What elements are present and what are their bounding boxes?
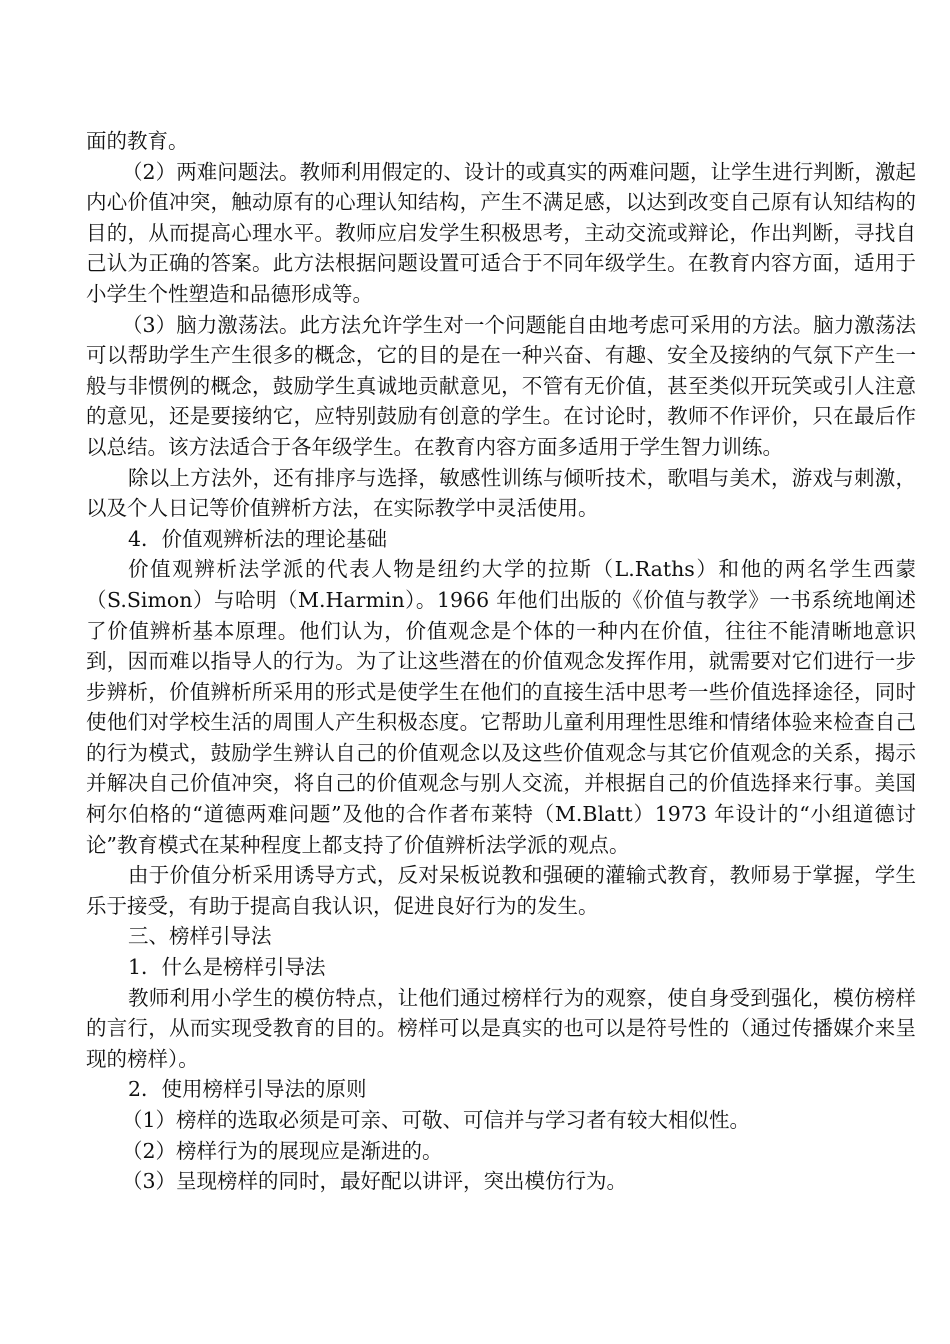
principle-item-1: （1）榜样的选取必须是可亲、可敬、可信并与学习者有较大相似性。 bbox=[122, 1108, 751, 1132]
document-page bbox=[86, 126, 916, 1197]
heading-role-model-principles: 2．使用榜样引导法的原则 bbox=[128, 1077, 367, 1102]
paragraph-continuation: 面的教育。 bbox=[86, 129, 189, 153]
heading-what-is-role-model: 1．什么是榜样引导法 bbox=[128, 955, 326, 980]
paragraph-role-model-definition: 教师利用小学生的模仿特点，让他们通过榜样行为的观察，使自身受到强化，模仿榜样的言行，从而实现受教育的目的。榜样可以是真实的也可以是符号性的（通过传播媒介来呈现的榜样）。 bbox=[86, 985, 916, 1071]
paragraph-brainstorm-method: （3）脑力激荡法。此方法允许学生对一个问题能自由地考虑可采用的方法。脑力激荡法可以帮助学生产生很多的概念，它的目的是在一种兴奋、有趣、安全及接纳的气氛下产生一般与非惯例的概念，鼓励学生真诚地贡献意见，不管有无价值，甚至类似开玩笑或引人注意的意见，还是要接纳它，应特别鼓励有创意的学生。在讨论时，教师不作评价，只在最后作以总结。该方法适合于各年级学生。在教育内容方面多适用于学生智力训练。 bbox=[86, 312, 916, 459]
paragraph-other-methods: 除以上方法外，还有排序与选择，敏感性训练与倾听技术，歌唱与美术，游戏与刺激，以及个人日记等价值辨析方法，在实际教学中灵活使用。 bbox=[86, 465, 916, 521]
paragraph-value-analysis-summary: 由于价值分析采用诱导方式，反对呆板说教和强硬的灌输式教育，教师易于掌握，学生乐于接受，有助于提高自我认识，促进良好行为的发生。 bbox=[86, 863, 916, 918]
heading-theory-basis: 4．价值观辨析法的理论基础 bbox=[128, 526, 388, 551]
principle-item-2: （2）榜样行为的展现应是渐进的。 bbox=[122, 1138, 443, 1163]
principle-item-3: （3）呈现榜样的同时，最好配以讲评，突出模仿行为。 bbox=[122, 1169, 628, 1194]
paragraph-theory-basis: 价值观辨析法学派的代表人物是纽约大学的拉斯（L.Raths）和他的两名学生西蒙（S.Simon）与哈明（M.Harmin）。1966 年他们出版的《价值与教学》一书系统地阐述了价值辨析基本原理。他们认为，价值观念是个体的一种内在价值，往往不能清晰地意识到，因而难以指导人的行为。为了让这些潜在的价值观念发挥作用，就需要对它们进行一步步辨析，价值辨析所采用的形式是使学生在他们的直接生活中思考一些价值选择途径，同时使他们对学校生活的周围人产生积极态度。它帮助儿童利用理性思维和情绪体验来检查自己的行为模式，鼓励学生辨认自己的价值观念以及这些价值观念与其它价值观念的关系，揭示并解决自己价值冲突，将自己的价值观念与别人交流，并根据自己的价值选择来行事。美国柯尔伯格的“道德两难问题”及他的合作者布莱特（M.Blatt）1973 年设计的“小组道德讨论”教育模式在某种程度上都支持了价值辨析法学派的观点。 bbox=[86, 557, 916, 857]
paragraph-dilemma-method: （2）两难问题法。教师利用假定的、设计的或真实的两难问题，让学生进行判断，激起内心价值冲突，触动原有的心理认知结构，产生不满足感，以达到改变自己原有认知结构的目的，从而提高心理水平。教师应启发学生积极思考，主动交流或辩论，作出判断，寻找自己认为正确的答案。此方法根据问题设置可适合于不同年级学生。在教育内容方面，适用于小学生个性塑造和品德形成等。 bbox=[86, 159, 916, 306]
heading-role-model-method: 三、榜样引导法 bbox=[128, 924, 272, 949]
